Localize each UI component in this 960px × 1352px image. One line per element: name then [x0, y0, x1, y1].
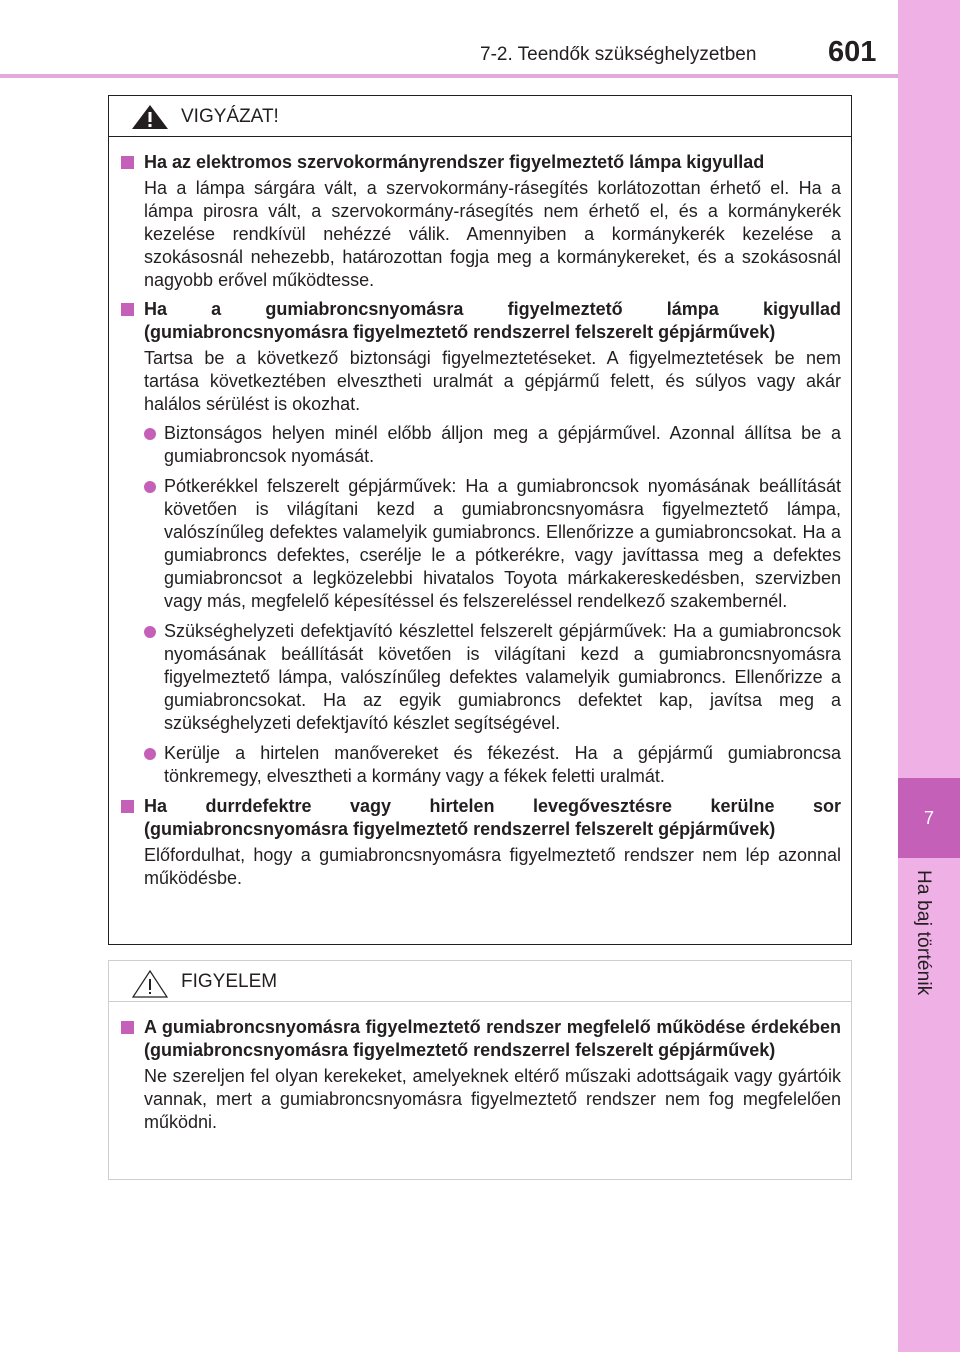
item-heading: Ha durrdefektre vagy hirtelen levegővesztésre kerülne sor (gumiabroncsnyomásra figyelmeztető rendszerrel felszerelt gépjárművek)	[144, 796, 841, 839]
warning-box	[108, 95, 852, 945]
chapter-title: Ha baj történik	[913, 870, 934, 996]
list-item	[144, 742, 841, 788]
section-title: 7-2. Teendők szükséghelyzetben	[480, 44, 757, 65]
chapter-tab[interactable]: 7	[898, 778, 960, 858]
list-item	[144, 422, 841, 468]
round-bullet-icon	[144, 428, 156, 440]
notice-title: FIGYELEM	[181, 971, 278, 992]
list-item-text: Pótkerékkel felszerelt gépjárművek: Ha a gumiabroncsok nyomásának beállítását követően is világítani kezd a gumiabroncsnyomásra figyelmeztető lámpa, valószínűleg defektes valamelyik gumiabroncs. Ellenőrizze a gumiabroncsokat. Ha a gumiabroncs defektes, cserélje le a pótkerékre, vagy javíttassa meg a defektes gumiabroncsot a legközelebbi hivatalos Toyota márkakereskedésben, szervizben vagy más, megfelelő képesítéssel és felszereléssel rendelkező szakembernél.	[164, 476, 841, 611]
round-bullet-icon	[144, 748, 156, 760]
warning-item-blowout	[121, 795, 841, 890]
list-item-text: Kerülje a hirtelen manővereket és fékezést. Ha a gépjármű gumiabroncsa tönkremegy, elvesztheti a kormány vagy a fékek feletti uralmát.	[164, 743, 841, 786]
warning-header	[109, 96, 851, 137]
item-text: Tartsa be a következő biztonsági figyelmeztetéseket. A figyelmeztetések be nem tartása következtében elvesztheti uralmát a gépjármű felett, és súlyos vagy akár halálos sérülést is okozhat.	[144, 348, 841, 414]
list-item-text: Biztonságos helyen minél előbb álljon meg a gépjárművel. Azonnal állítsa be a gumiabroncsok nyomását.	[164, 423, 841, 466]
header-rule	[0, 74, 898, 78]
chapter-sidebar	[898, 0, 960, 1352]
page-number: 601	[828, 36, 877, 68]
warning-title: VIGYÁZAT!	[181, 106, 279, 127]
item-text: Ha a lámpa sárgára vált, a szervokormány-rásegítés korlátozottan érhető el. Ha a lámpa pirosra vált, a szervokormány-rásegítés nem érhető el, és a kormánykerék kezelése rendkívül nehézzé válik. Amennyiben a kormánykerék kezelése a szokásosnál nehezebb, határozottan fogja meg a kormánykereket, és a szokásosnál nagyobb erővel működtesse.	[144, 178, 841, 290]
notice-box	[108, 960, 852, 1180]
list-item	[144, 620, 841, 735]
round-bullet-icon	[144, 626, 156, 638]
notice-triangle-icon	[131, 969, 169, 1004]
warning-item-tire-pressure	[121, 298, 841, 788]
warning-item-power-steering	[121, 151, 841, 292]
notice-body	[109, 1002, 851, 1134]
item-text: Ne szereljen fel olyan kerekeket, amelyeknek eltérő műszaki adottságaik vagy gyártóik vannak, mert a gumiabroncsnyomásra figyelmeztető rendszer nem fog megfelelően működni.	[144, 1066, 841, 1132]
square-bullet-icon	[121, 800, 134, 813]
warning-body	[109, 137, 851, 890]
square-bullet-icon	[121, 156, 134, 169]
round-bullet-icon	[144, 481, 156, 493]
item-text: Előfordulhat, hogy a gumiabroncsnyomásra figyelmeztető rendszer nem lép azonnal működésbe.	[144, 845, 841, 888]
item-heading: Ha a gumiabroncsnyomásra figyelmeztető lámpa kigyullad (gumiabroncsnyomásra figyelmeztető rendszerrel felszerelt gépjárművek)	[144, 299, 841, 342]
item-heading: Ha az elektromos szervokormányrendszer figyelmeztető lámpa kigyullad	[144, 152, 765, 172]
list-item-text: Szükséghelyzeti defektjavító készlettel felszerelt gépjárművek: Ha a gumiabroncsok nyomásának beállítását követően is világítani kezd a gumiabroncsnyomásra figyelmeztető lámpa, valószínűleg defektes valamelyik gumiabroncs. Ellenőrizze a gumiabroncsokat. Ha az egyik gumiabroncs defektet kap, javítsa meg a szükséghelyzeti defektjavító készlet segítségével.	[164, 621, 841, 733]
item-heading: A gumiabroncsnyomásra figyelmeztető rendszer megfelelő működése érdekében (gumiabroncsnyomásra figyelmeztető rendszerrel felszerelt gépjárművek)	[144, 1017, 841, 1060]
warning-triangle-icon	[131, 104, 169, 135]
square-bullet-icon	[121, 303, 134, 316]
notice-item-tpms	[121, 1016, 841, 1134]
square-bullet-icon	[121, 1021, 134, 1034]
list-item	[144, 475, 841, 613]
notice-header	[109, 961, 851, 1002]
